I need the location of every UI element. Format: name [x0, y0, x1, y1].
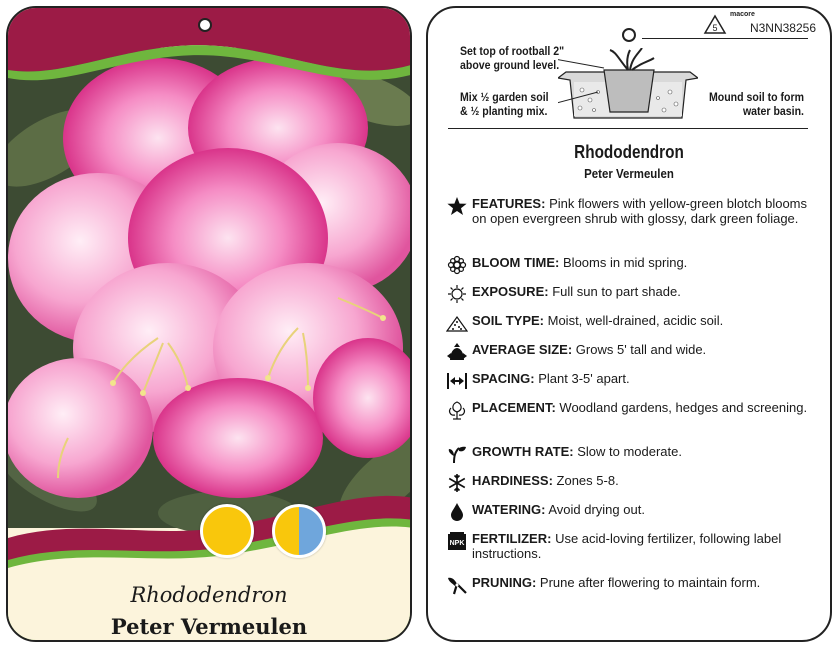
- attr-text: Full sun to part shade.: [552, 284, 681, 299]
- spacing-icon: [446, 371, 468, 391]
- attr-label: SPACING:: [472, 371, 535, 386]
- product-code: N3NN38256: [749, 21, 816, 35]
- star-icon: [446, 196, 468, 216]
- attr-text: Zones 5-8.: [556, 473, 619, 488]
- recycle-icon: [703, 14, 727, 36]
- attr-text: Moist, well-drained, acidic soil.: [547, 313, 724, 328]
- attr-label: GROWTH RATE:: [472, 444, 574, 459]
- back-subtitle: Peter Vermeulen: [584, 166, 674, 181]
- macore-logo: macore: [730, 11, 755, 18]
- front-cultivar: Peter Vermeulen: [110, 614, 308, 639]
- attr-text: Avoid drying out.: [548, 502, 645, 517]
- rhododendron-flowers: [8, 58, 412, 498]
- attr-text: Pink flowers with yellow-green blotch blooms on open evergreen shrub with glossy, dark green foliage.: [472, 196, 808, 226]
- placement-icon: [446, 400, 468, 420]
- diagram-divider: [448, 128, 808, 129]
- attr-label: PRUNING:: [472, 575, 537, 590]
- water-drop-icon: [446, 502, 468, 522]
- attr-text: Use acid-loving fertilizer, following label instructions.: [472, 531, 782, 561]
- attr-text: Woodland gardens, hedges and screening.: [559, 400, 808, 415]
- back-title: Rhododendron: [574, 142, 684, 162]
- snowflake-icon: [446, 473, 468, 493]
- attr-label: PLACEMENT:: [472, 400, 556, 415]
- pruners-icon: [446, 575, 468, 595]
- attr-label: SOIL TYPE:: [472, 313, 544, 328]
- growth-icon: [446, 444, 468, 464]
- attr-text: Blooms in mid spring.: [563, 255, 688, 270]
- front-common-name: Rhododendron: [130, 583, 288, 607]
- planting-note-mix: Mix ½ garden soil & ½ planting mix.: [460, 90, 549, 118]
- planting-diagram-icon: [558, 48, 698, 128]
- soil-icon: [446, 313, 468, 333]
- flower-icon: [446, 255, 468, 275]
- npk-icon: [446, 531, 468, 551]
- attr-label: EXPOSURE:: [472, 284, 549, 299]
- attr-label: HARDINESS:: [472, 473, 553, 488]
- recycle-number: 5: [712, 23, 718, 33]
- attr-text: Grows 5' tall and wide.: [575, 342, 707, 357]
- size-icon: [446, 342, 468, 362]
- attr-label: FEATURES:: [472, 196, 546, 211]
- planting-note-mound: Mound soil to form water basin.: [708, 90, 804, 118]
- attr-label: AVERAGE SIZE:: [472, 342, 573, 357]
- top-divider: [642, 38, 808, 39]
- attr-label: WATERING:: [472, 502, 546, 517]
- npk-label: NPK: [449, 540, 465, 547]
- swatch-part-shade: [272, 504, 326, 558]
- attr-text: Slow to moderate.: [577, 444, 682, 459]
- sun-icon: [446, 284, 468, 304]
- attr-text: Prune after flowering to maintain form.: [539, 575, 761, 590]
- attr-text: Plant 3-5' apart.: [538, 371, 630, 386]
- back-tag: [426, 6, 832, 642]
- front-tag: [6, 6, 412, 642]
- planting-note-rootball: Set top of rootball 2" above ground level.: [460, 44, 565, 72]
- attr-label: BLOOM TIME:: [472, 255, 560, 270]
- hang-hole: [198, 18, 212, 32]
- hang-hole: [622, 28, 636, 42]
- swatch-full-sun: [200, 504, 254, 558]
- attr-label: FERTILIZER:: [472, 531, 552, 546]
